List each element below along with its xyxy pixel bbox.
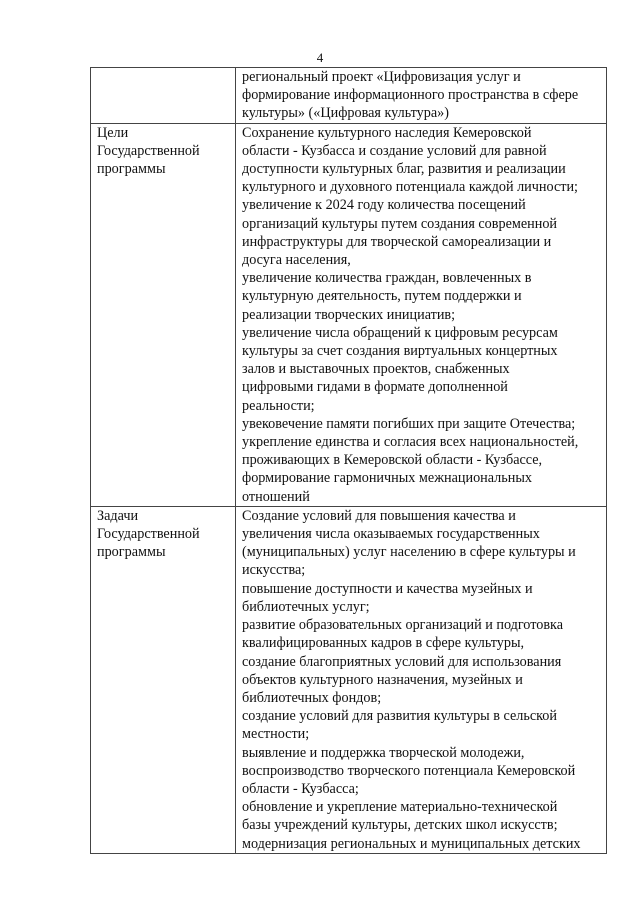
text-line: увековечение памяти погибших при защите Отечества;	[242, 415, 576, 432]
row-label-tasks: Задачи Государственной программы	[91, 506, 236, 853]
text-line: залов и выставочных проектов, снабженных	[242, 361, 510, 378]
text-line: создание благоприятных условий для использования	[242, 653, 562, 670]
row-content-goals	[236, 123, 607, 506]
text-line: библиотечных услуг;	[242, 598, 370, 615]
text-line: укрепление единства и согласия всех национальностей,	[242, 434, 579, 451]
text-line: объектов культурного назначения, музейных и	[242, 671, 523, 688]
text-line: проживающих в Кемеровской области - Кузбассе,	[242, 452, 543, 469]
text-line: увеличение к 2024 году количества посещений	[242, 197, 526, 214]
row-label-empty	[91, 68, 236, 124]
text-line: воспроизводство творческого потенциала Кемеровской	[242, 762, 576, 779]
program-passport-table	[90, 67, 607, 854]
text-line: квалифицированных кадров в сфере культуры,	[242, 635, 525, 652]
text-line: местности;	[242, 726, 310, 743]
text-line: обновление и укрепление материально-технической	[242, 799, 558, 816]
text-line: культурного и духовного потенциала каждой личности;	[242, 179, 578, 196]
text-line: развитие образовательных организаций и подготовка	[242, 617, 563, 634]
text-line: инфраструктуры для творческой самореализации и	[242, 233, 552, 250]
text-line: досуга населения,	[242, 252, 351, 269]
text-line: искусства;	[242, 562, 306, 579]
text-line: области - Кузбасса;	[242, 780, 359, 797]
text-line: доступности культурных благ, развития и реализации	[242, 161, 566, 178]
text-line: реализации творческих инициатив;	[242, 306, 456, 323]
text-line: культурную деятельность, путем поддержки и	[242, 288, 522, 305]
text-line: библиотечных фондов;	[242, 689, 382, 706]
table-row	[91, 123, 607, 506]
text-line: формирование информационного пространства в сфере	[242, 87, 579, 104]
text-line: увеличения числа оказываемых государственных	[242, 526, 540, 543]
page-number: 4	[316, 50, 324, 65]
text-line: увеличение числа обращений к цифровым ресурсам	[242, 324, 558, 341]
text-line: культуры» («Цифровая культура»)	[242, 105, 449, 122]
text-line: цифровыми гидами в формате дополненной	[242, 379, 508, 396]
text-line: увеличение количества граждан, вовлеченных в	[242, 270, 532, 287]
table-row	[91, 68, 607, 124]
text-line: региональный проект «Цифровизация услуг и	[242, 69, 521, 85]
text-line: создание условий для развития культуры в сельской	[242, 708, 557, 725]
row-content-tasks	[236, 506, 607, 853]
text-line: модернизация региональных и муниципальных детских	[242, 835, 581, 852]
table-row	[91, 506, 607, 853]
text-line: базы учреждений культуры, детских школ искусств;	[242, 817, 558, 834]
text-line: повышение доступности и качества музейных и	[242, 580, 533, 597]
text-line: выявление и поддержка творческой молодежи,	[242, 744, 525, 761]
text-line: формирование гармоничных межнациональных	[242, 470, 532, 487]
row-content-project	[236, 68, 607, 124]
text-line: реальности;	[242, 397, 315, 414]
text-line: организаций культуры путем создания современной	[242, 215, 558, 232]
text-line: Сохранение культурного наследия Кемеровской	[242, 124, 532, 141]
text-line: культуры за счет создания виртуальных концертных	[242, 343, 558, 360]
text-line: отношений	[242, 488, 310, 505]
text-line: области - Кузбасса и создание условий для равной	[242, 142, 547, 159]
row-label-goals: Цели Государственной программы	[91, 123, 236, 506]
text-line: Создание условий для повышения качества и	[242, 507, 516, 524]
text-line: (муниципальных) услуг населению в сфере культуры и	[242, 544, 576, 561]
